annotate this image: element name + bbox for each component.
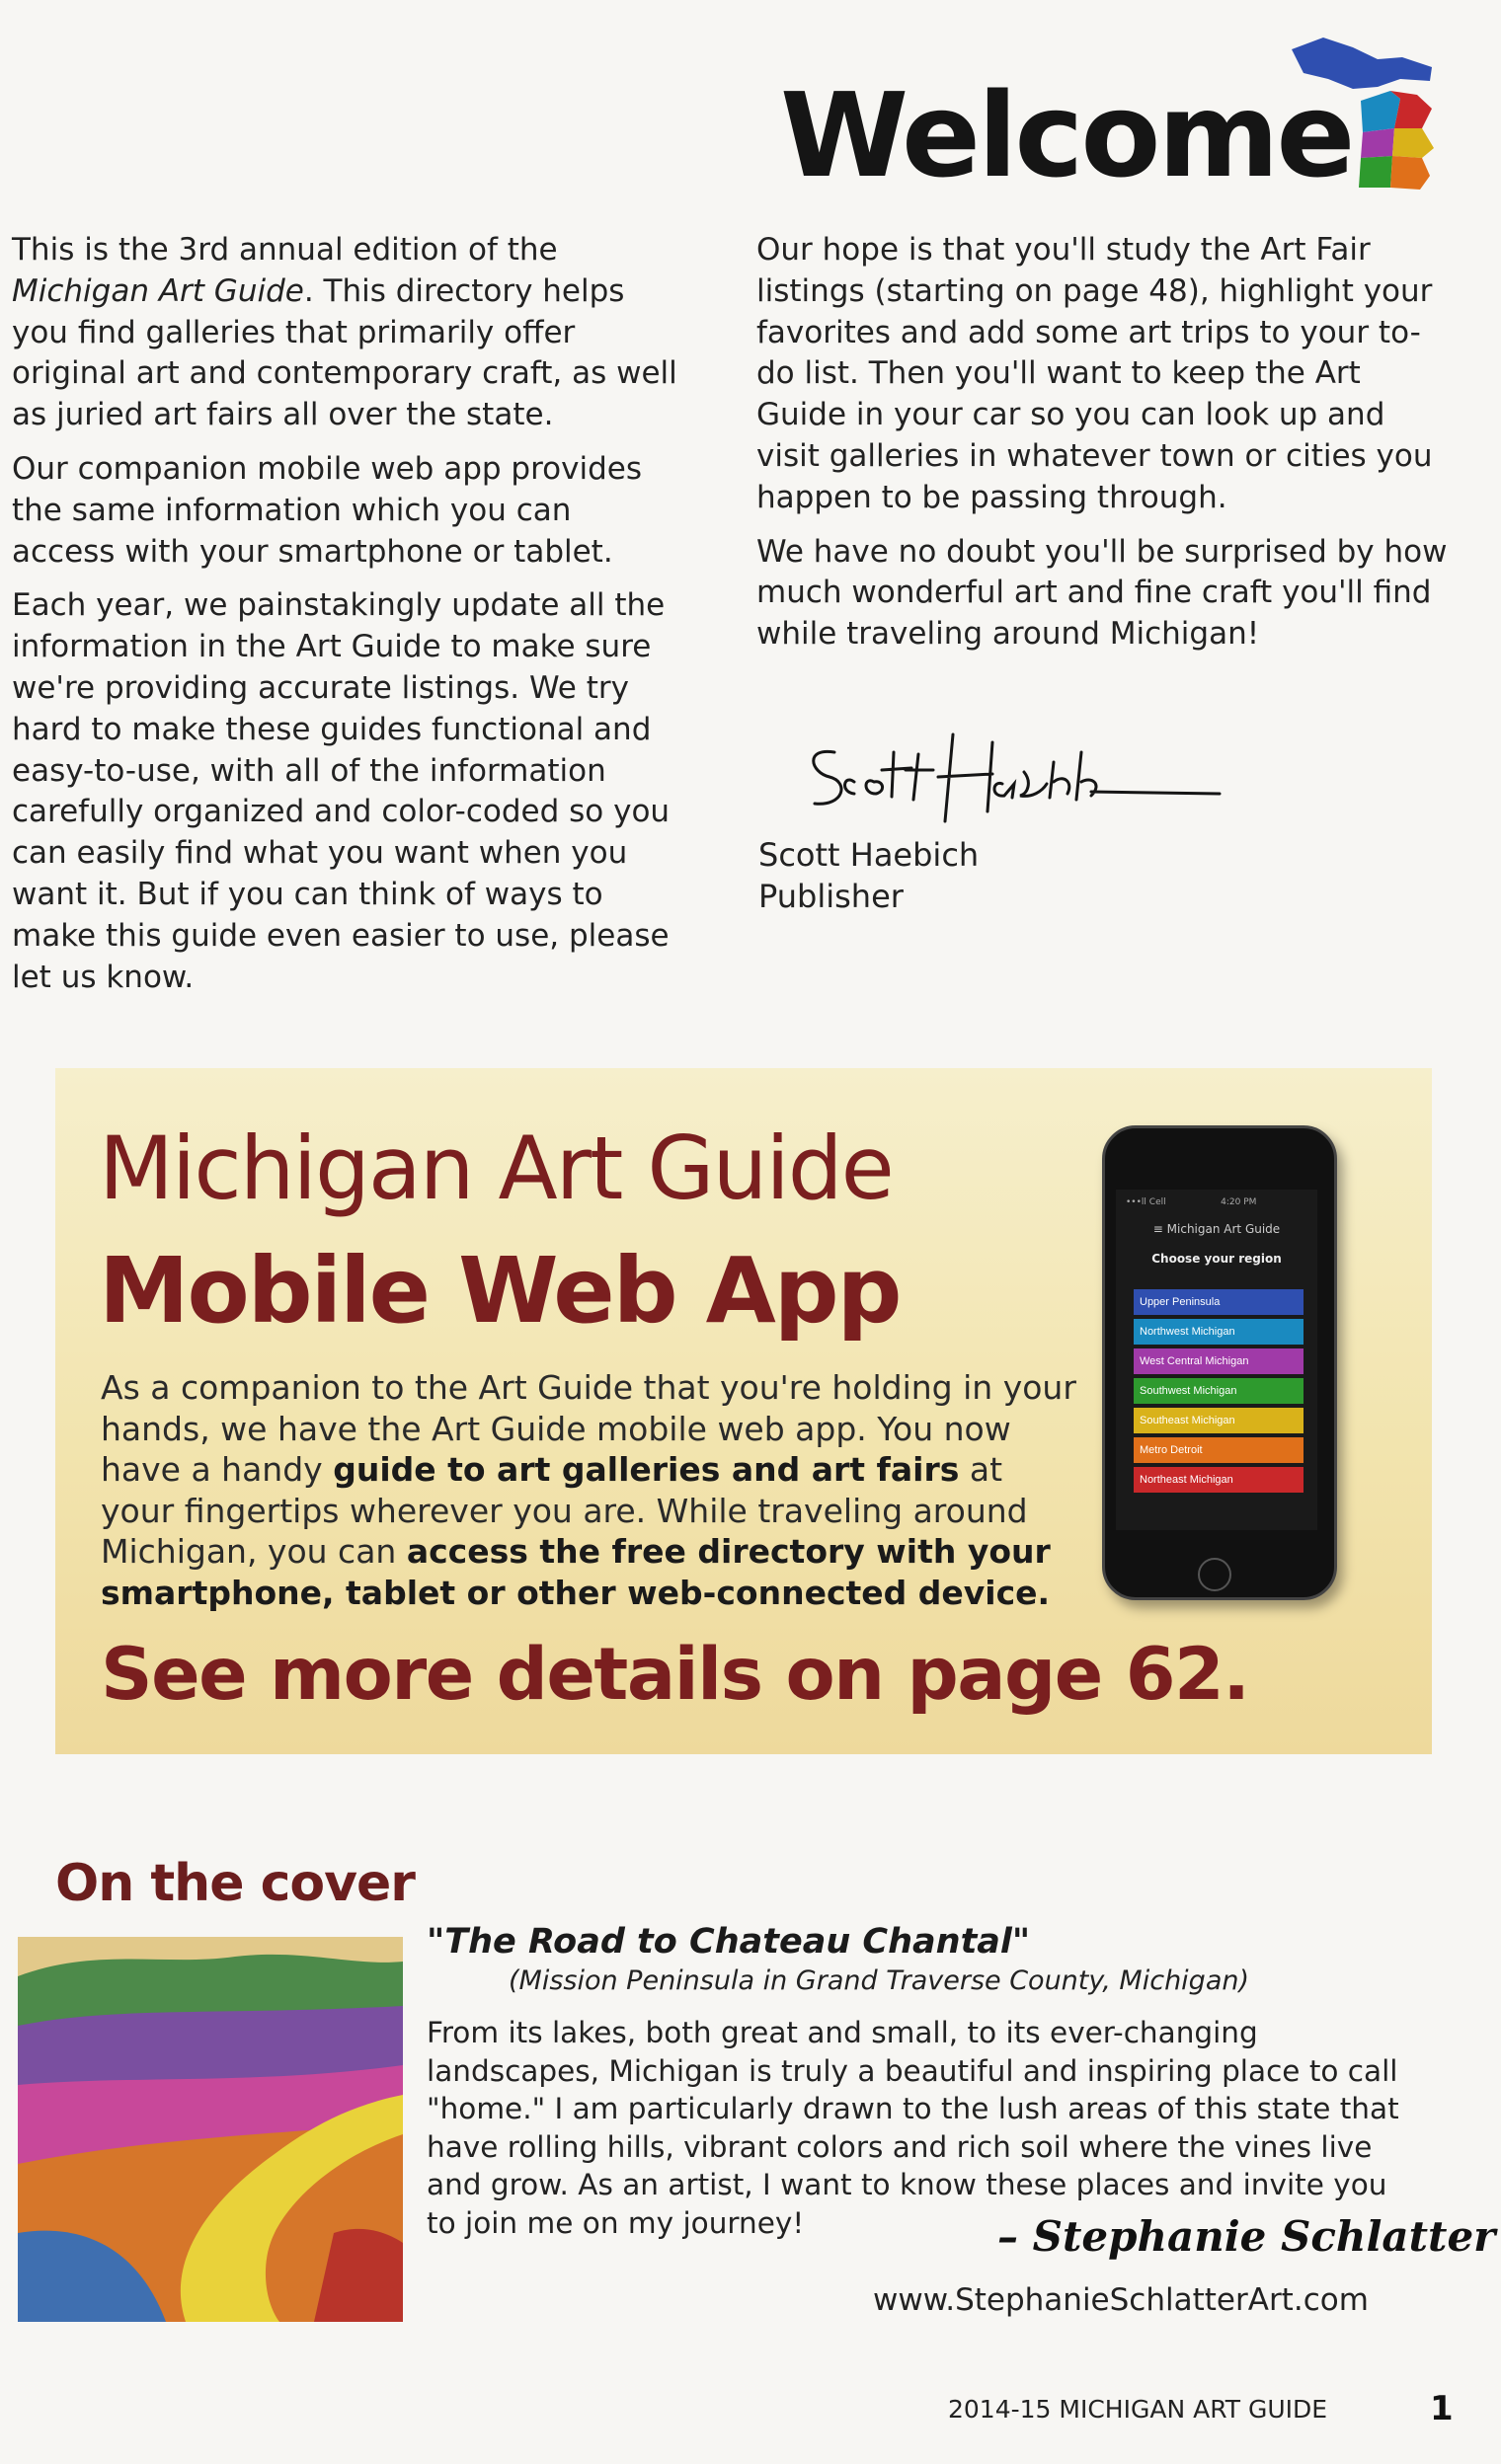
publisher-role: Publisher [758, 878, 904, 915]
welcome-paragraph-3: Each year, we painstakingly update all the information in the Art Guide to make sure we're providing accurate listings. We try hard to make these guides functional and easy-to-use, with all of the information carefully organized and color-coded so you can easily find what you want when you want it. But if you can think of ways to make this guide even easier to use, please let us know. [12, 587, 671, 995]
welcome-left-column [12, 230, 683, 1011]
banner-subtitle: Mobile Web App [99, 1238, 901, 1344]
michigan-map-icon [1284, 30, 1452, 202]
publisher-signature [795, 713, 1229, 831]
cover-heading: On the cover [55, 1854, 415, 1913]
artist-signature: – Stephanie Schlatter [997, 2212, 1496, 2261]
cover-art-location: (Mission Peninsula in Grand Traverse County, Michigan) [509, 1965, 1250, 1996]
cover-painting-image [18, 1937, 403, 2322]
phone-choose-region: Choose your region [1151, 1252, 1282, 1266]
banner-title: Michigan Art Guide [99, 1117, 893, 1219]
region-button-southwest: Southwest Michigan [1134, 1378, 1304, 1404]
phone-home-button [1198, 1558, 1231, 1591]
footer-publication-label: 2014-15 MICHIGAN ART GUIDE [948, 2395, 1328, 2424]
region-button-northeast: Northeast Michigan [1134, 1467, 1304, 1493]
phone-status-bar: •••ll Cell 4:20 PM [1126, 1197, 1257, 1207]
phone-app-title: ≡ Michigan Art Guide [1152, 1222, 1281, 1236]
welcome-paragraph-1: This is the 3rd annual edition of the Michigan Art Guide. This directory helps you find galleries that primarily offer original art and contemporary craft, as well as juried art fairs all over the state. [12, 232, 677, 433]
welcome-paragraph-2: Our companion mobile web app provides the same information which you can access with your smartphone or tablet. [12, 450, 642, 570]
page-title: Welcome [780, 67, 1353, 203]
publisher-signoff [758, 834, 979, 917]
cover-description: From its lakes, both great and small, to its ever-changing landscapes, Michigan is truly a beautiful and inspiring place to call "home." I am particularly drawn to the lush areas of this state that have rolling hills, vibrant colors and rich soil where the vines live and grow. As an artist, I want to know these places and invite you to join me on my journey! [427, 2016, 1399, 2240]
welcome-right-column [756, 230, 1448, 668]
region-button-southeast: Southeast Michigan [1134, 1408, 1304, 1433]
artist-website-link[interactable]: www.StephanieSchlatterArt.com [873, 2282, 1369, 2318]
welcome-paragraph-4: Our hope is that you'll study the Art Fair listings (starting on page 48), highlight your favorites and add some art trips to your to-do list. Then you'll want to keep the Art Guide in your car so you can look up and visit galleries in whatever town or cities you happen to be passing through. [756, 232, 1433, 515]
region-button-northwest: Northwest Michigan [1134, 1319, 1304, 1345]
page-number: 1 [1430, 2389, 1454, 2428]
publisher-name: Scott Haebich [758, 836, 980, 874]
banner-description: As a companion to the Art Guide that you're holding in your hands, we have the Art Guide mobile web app. You now have a handy guide to art galleries and art fairs at your fingertips wherever you are. While traveling around Michigan, you can access the free directory with your smartphone, tablet or other web-connected device. [101, 1368, 1076, 1612]
welcome-paragraph-5: We have no doubt you'll be surprised by how much wonderful art and fine craft you'll find while traveling around Michigan! [756, 533, 1448, 653]
region-button-upper-peninsula: Upper Peninsula [1134, 1289, 1304, 1315]
cover-art-title: "The Road to Chateau Chantal" [427, 1922, 1031, 1962]
region-button-metro-detroit: Metro Detroit [1134, 1437, 1304, 1463]
region-button-west-central: West Central Michigan [1134, 1348, 1304, 1374]
banner-more-details: See more details on page 62. [101, 1633, 1249, 1717]
